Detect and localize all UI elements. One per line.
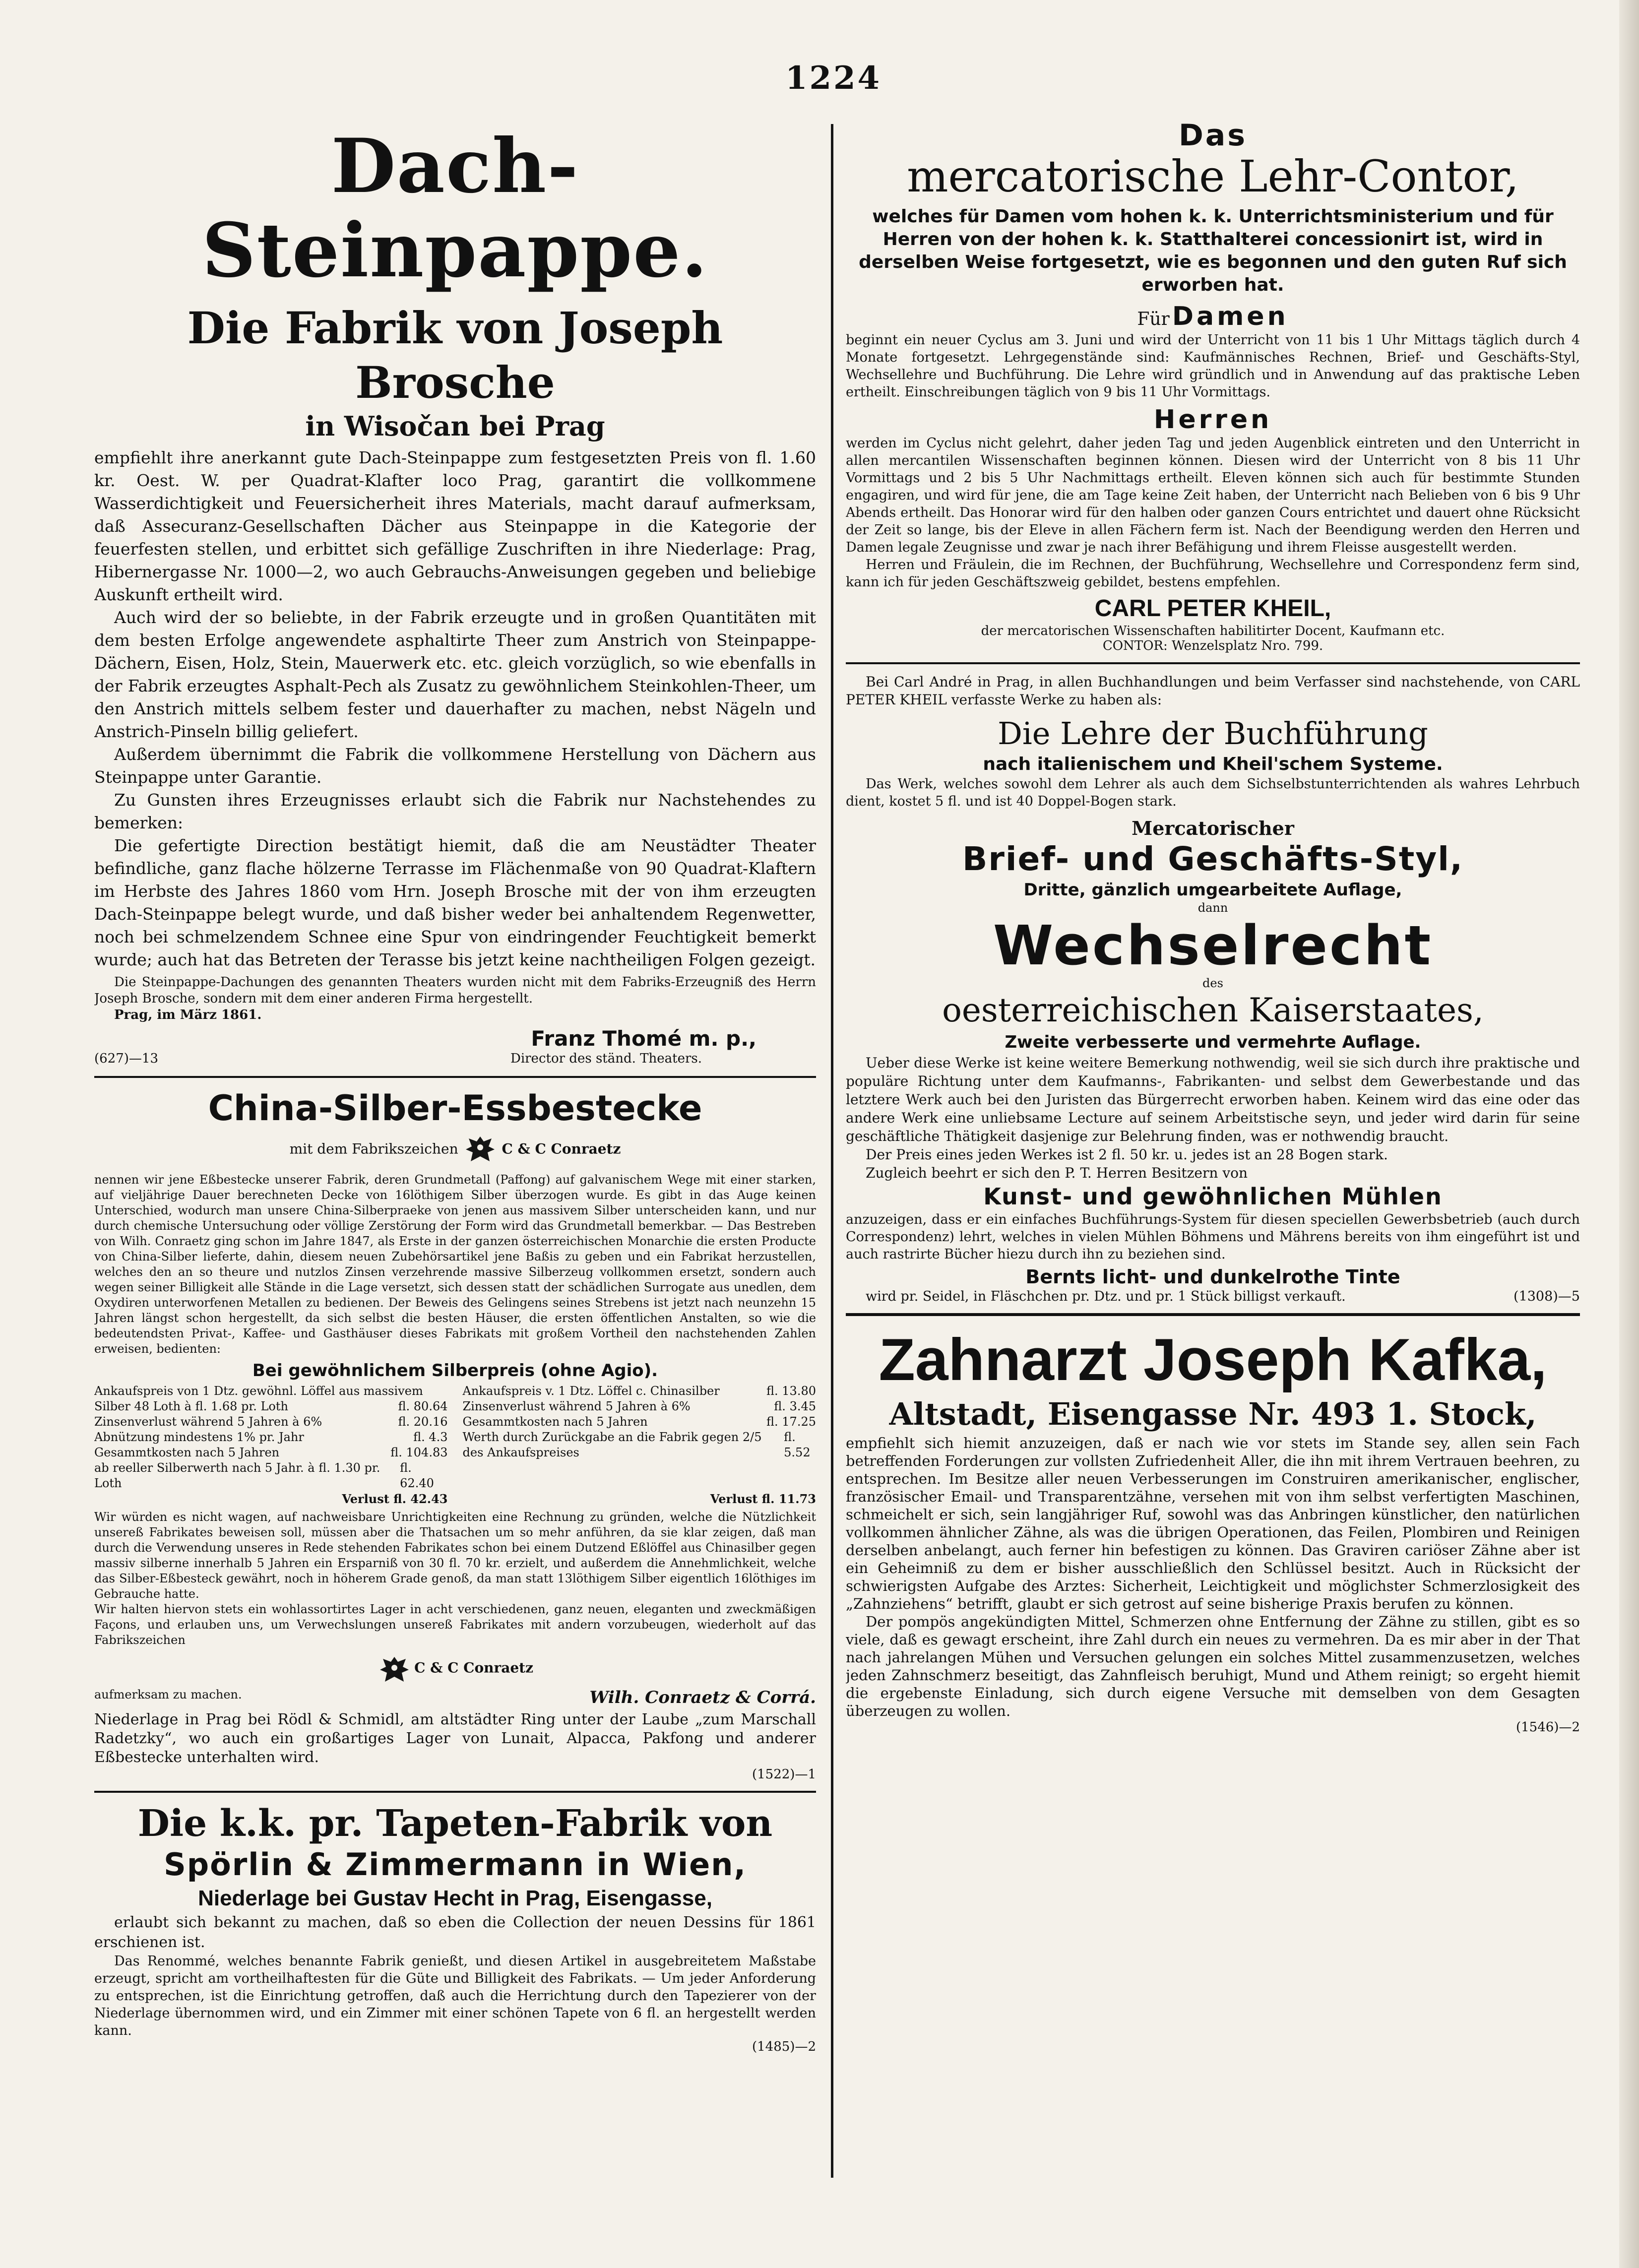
ad-paragraph: Das Werk, welches sowohl dem Lehrer als auch dem Sichselbstunterrichtenden als wahres Lehrbuch dient, kostet 5 fl. und ist 40 Doppel-Bogen stark. (846, 776, 1580, 809)
ad-paragraph: Zugleich beehrt er sich den P. T. Herren Besitzern von (866, 1165, 1248, 1181)
ad-paragraph: Zu Gunsten ihres Erzeugnisses erlaubt sich die Fabrik nur Nachstehendes zu bemerken: (94, 790, 816, 832)
makers: Wilh. Conraetz & Corrá. (589, 1688, 816, 1707)
section-damen: Damen (1172, 302, 1289, 331)
table-row: ab reeller Silberwerth nach 5 Jahr. à fl. 1.30 pr. Loth fl. 62.40 (94, 1461, 434, 1490)
testimonial: Die gefertigte Direction bestätigt hiemit, daß die am Neustädter Theater befindliche, ganz flache hölzerne Terrasse im Flächenmaße von 90 Quadrat-Klaftern im Herbste des Jahres 1860 vom Hrn. Joseph Brosche mit der von ihm erzeugten Dach-Steinpappe belegt wurde, und daß bisher weder bei anhaltendem Regenwetter, noch bei schmelzendem Schnee eine Spur von eindringender Feuchtigkeit bemerkt wurde; auch hat das Betreten der Terasse bis jetzt keine nachtheiligen Folgen gezeigt. (94, 836, 816, 969)
mark-prefix: mit dem Fabrikszeichen (289, 1140, 458, 1157)
ad-paragraph: Wir würden es nicht wagen, auf nachweisbare Unrichtigkeiten eine Rechnung zu gründen, welche die Nützlichkeit unsereß Fabrikates beweisen soll, müssen aber die Thatsachen um so mehr anführen, da sie klar zeigen, daß man durch die Verwendung unseres in Rede stehenden Fabrikates schon bei einem Dutzend Eßlöffel aus Chinasilber gegen massiv silberne innerhalb 5 Jahren ein Ersparniß von 30 fl. 70 kr. erzielt, und außerdem die Annehmlichkeit, welche das Silber-Eßbesteck gewährt, noch in höherem Grade genoß, da man statt 13löthigem Silber eigentlich 16löthiges im Gebrauche hatte. (94, 1510, 816, 1601)
right-column (846, 119, 1580, 2183)
shop-location: Niederlage bei Gustav Hecht in Prag, Eisengasse, (198, 1886, 712, 1910)
book-title: Die Lehre der Buchführung (998, 715, 1428, 752)
signature: Franz Thomé m. p., (531, 1026, 756, 1051)
author-name: CARL PETER KHEIL, (1094, 595, 1331, 622)
ad-paragraph: Ueber diese Werke ist keine weitere Bemerkung nothwendig, weil sie sich durch ihre praktische und populäre Richtung unter dem Kaufmanns-, Fabrikanten- und selbst dem Gewerbestande und das letztere Werk auch bei den Juristen das Bürgerrecht erworben haben. Keinem wird das eine oder das andere Werk eine unliebsame Lecture auf seinem Arbeitstische seyn, und jeder wird darin für seine geschäftliche Thätigkeit dasjenige zur Belehrung finden, was er nothwendig braucht. (846, 1055, 1580, 1144)
ad-date: Prag, im März 1861. (114, 1008, 262, 1022)
ad-paragraph: Der pompös angekündigten Mittel, Schmerzen ohne Entfernung der Zähne zu stillen, gibt es so viele, daß es gewagt erscheint, ihre Zahl durch ein neues zu vermehren. Da es mir aber in der That nach jahrelangen Mühen und Versuchen gelungen ein solches Mittel zusammenzusetzen, welches jeden Zahnschmerz beseitigt, das Zahnfleisch beruhigt, Mund und Athem reinigt; so ergeht hiemit die ergebenste Einladung, sich durch eigene Versuche mit demselben von dem Gesagten überzeugen zu wollen. (846, 1613, 1580, 1719)
ad-paragraph: empfiehlt sich hiemit anzuzeigen, daß er nach wie vor stets im Stande sey, allen sein Fach betreffenden Forderungen zur vollsten Zufriedenheit Aller, die ihn mit ihrem Vertrauen beehren, zu entsprechen. Im Besitze aller neuen Verbesserungen im Construiren amerikanischer, englischer, französischer Email- und Transparentzähne, versehen mit von ihm selbst verfertigten Maschinen, schmeichelt er sich, sein langjähriger Ruf, sowohl was das Anbringen künstlicher, den natürlichen vollkommen ähnlicher Zähne, als was die übrigen Operationen, das Feilen, Plombiren und Reinigen derselben anbelangt, auch ferner hin befestigen zu können. Das Graviren cariöser Zähne aber ist ein Geheimniß zu dem er bisher ausschließlich den Schlüssel besitzt. Auch in Rücksicht der schwierigsten Aufgabe des Arztes: Sicherheit, Leichtigkeit und möglichster Schmerzlosigkeit des „Zahnziehens“ betrifft, glaubt er sich getrost auf seine bisherige Praxis berufen zu können. (846, 1435, 1580, 1612)
table-row: Silber 48 Loth à fl. 1.68 pr. Loth fl. 80.64 (94, 1399, 448, 1413)
table-row: Werth durch Zurückgabe an die Fabrik gegen 2/5 des Ankaufspreises fl. 5.52 (462, 1430, 811, 1459)
ad-ref: (1522)—1 (752, 1767, 816, 1782)
table-column-china (463, 1384, 817, 1507)
book-title: Brief- und Geschäfts-Styl, (962, 840, 1463, 878)
double-eagle-icon (377, 1653, 412, 1688)
ad-tapeten (94, 1802, 816, 2054)
price-line: Der Preis eines jeden Werkes ist 2 fl. 50 kr. u. jedes ist an 28 Bogen stark. (866, 1146, 1388, 1163)
ad-title: Dach-Steinpappe. (202, 123, 708, 294)
ad-title: China-Silber-Essbestecke (208, 1088, 702, 1129)
ad-intro: welches für Damen vom hohen k. k. Unterrichtsministerium und für Herren von der hohen k. k. Statthalterei concessionirt ist, wird in derselben Weise fortgesetzt, wie es begonnen und den guten Ruf sich erworben hat. (859, 206, 1567, 295)
table-row: Ankaufspreis von 1 Dtz. gewöhnl. Löffel aus massivem (94, 1384, 423, 1398)
dentist-address: Altstadt, Eisengasse Nr. 493 1. Stock, (889, 1396, 1537, 1432)
factory-location: in Wisočan bei Prag (305, 410, 605, 442)
brand-name: C & C Conraetz (414, 1659, 534, 1676)
ad-paragraph: Das Renommé, welches benannte Fabrik genießt, und diesen Artikel in ausgebreitetem Maßstabe erzeugt, spricht am vortheilhaftesten für die Güte und Billigkeit des Fabrikats. — Um jeder Anforderung zu entsprechen, ist die Einrichtung getroffen, daß auch die Herrichtung durch den Tapezierer von der Niederlage übernommen wird, und ein Zimmer mit einer schönen Tapete von 6 fl. an hergestellt werden kann. (94, 1953, 816, 2038)
ad-paragraph: anzuzeigen, dass er ein einfaches Buchführungs-System für diesen speciellen Gewerbsbetrieb (auch durch Correspondenz) lehrt, welches in vielen Mühlen Böhmens und Mährens bereits von ihm eingeführt ist und auch rastrirte Bücher hiezu durch ihn zu beziehen sind. (846, 1212, 1580, 1262)
loss-total: Verlust fl. 42.43 (342, 1492, 448, 1506)
fuer-label: Für (1137, 309, 1170, 329)
factory-name: Die Fabrik von Joseph Brosche (187, 302, 723, 408)
ad-title: Die k.k. pr. Tapeten-Fabrik von (137, 1802, 773, 1845)
company-name: Spörlin & Zimmermann in Wien, (164, 1846, 747, 1883)
signature-title: Director des ständ. Theaters. (510, 1051, 702, 1066)
ad-paragraph: Niederlage in Prag bei Rödl & Schmidl, am altstädter Ring unter der Laube „zum Marschall Radetzky“, wo auch ein großartiges Lager von Lunait, Alpacca, Pakfong und anderer Eßbestecke unterhalten wird. (94, 1711, 816, 1766)
ad-ref: (1546)—2 (1516, 1720, 1580, 1735)
ad-paragraph: beginnt ein neuer Cyclus am 3. Juni und wird der Unterricht von 11 bis 1 Uhr Mittags täglich durch 4 Monate fortgesetzt. Lehrgegenstände sind: Kaufmännisches Rechnen, Brief- und Geschäfts-Styl, Wechsellehre und Buchführung. Die Lehre wird gründlich und in Anwendung auf das praktische Leben ertheilt. Einschreibungen täglich von 9 bis 11 Uhr Vormittags. (846, 332, 1580, 400)
tinte-text: wird pr. Seidel, in Fläschchen pr. Dtz. und pr. 1 Stück billigst verkauft. (866, 1289, 1346, 1304)
ad-ref: (1308)—5 (1513, 1289, 1580, 1304)
ad-paragraph: Herren und Fräulein, die im Rechnen, der Buchführung, Wechsellehre und Correspondenz ferm sind, kann ich für jeden Geschäftszweig gebildet, bestens empfehlen. (846, 557, 1580, 590)
ad-zahnarzt (846, 1325, 1580, 1735)
ad-paragraph: nennen wir jene Eßbestecke unserer Fabrik, deren Grundmetall (Paffong) auf galvanischem Wege mit einer starken, auf vieljährige Dauer berechneten Decke von 16löthigem Silber überzogen wurde. Es gibt in das Auge keinen Unterschied, wodurch man unsere China-Silberpraeke von jenen aus massivem Silber unterscheiden kann, und nur durch chemische Untersuchung oder völlige Zerstörung der Form wird das Grundmetall bemerkbar. — Das Bestreben von Wilh. Conraetz ging schon im Jahre 1847, als Erste in der ganzen österreichischen Monarchie die ersten Producte von China-Silber lieferte, dahin, diesem neuen Zubehörsartikel jene Baßis zu geben und ein Fabrikat herzustellen, welches den an so theure und nutzlos Zinsen verzehrende massive Silberzeug vollkommen ersetzt, sondern auch wegen seiner Billigkeit alle Stände in die Lage versetzt, sich dessen statt der schädlichen Surrogate aus unedlen, dem Oxydiren unterworfenen Metallen zu bedienen. Der Beweis des Gelingens seines Strebens ist jetzt nach neunzehn 15 Jahren längst schon hergestellt, da sich selbst die besten Häuser, die ersten öffentlichen Anstalten, so wie die bedeutendsten Privat-, Kaffee- und Gasthäuser dieses Fabrikats mit großem Vortheil den nachstehenden Zahlen erweisen, bedienten: (94, 1173, 816, 1356)
double-eagle-icon (463, 1133, 498, 1167)
page-edge (1619, 0, 1639, 2268)
separator (94, 1791, 816, 1793)
loss-total: Verlust fl. 11.73 (710, 1492, 816, 1506)
table-heading: Bei gewöhnlichem Silberpreis (ohne Agio). (252, 1361, 658, 1381)
ad-paragraph: Wir halten hiervon stets ein wohlassortirtes Lager in acht verschiedenen, ganz neuen, eleganten und zweckmäßigen Façons, und erlauben uns, um Verwechslungen unsereß Fabrikates mit andern vorzubeugen, wiederholt auf das Fabrikszeichen (94, 1602, 816, 1647)
ad-ref: (1485)—2 (752, 2039, 816, 2054)
ad-paragraph: Auch wird der so beliebte, in der Fabrik erzeugte und in großen Quantitäten mit dem besten Erfolge angewendete asphaltirte Theer zum Anstrich von Steinpappe-Dächern, Eisen, Holz, Stein, Mauerwerk etc. etc. gleich vorzüglich, so wie ebenfalls in der Fabrik erzeugtes Asphalt-Pech als Zusatz zu gewöhnlichem Steinkohlen-Theer, um den Anstrich mittels selbem fester und dauerhafter zu machen, nebst Nägeln und Anstrich-Pinseln billig geliefert. (94, 608, 816, 741)
column-divider (831, 124, 833, 2178)
ad-dach-steinpappe (94, 124, 816, 1067)
ad-ref: (627)—13 (94, 1051, 158, 1066)
footnote: Die Steinpappe-Dachungen des genannten Theaters wurden nicht mit dem Fabriks-Erzeugniß des Herrn Joseph Brosche, sondern mit dem einer anderen Firma hergestellt. (94, 975, 816, 1006)
tinte-heading: Bernts licht- und dunkelrothe Tinte (1025, 1266, 1400, 1288)
ad-paragraph: empfiehlt ihre anerkannt gute Dach-Steinpappe zum festgesetzten Preis von fl. 1.60 kr. Oest. W. per Quadrat-Klafter loco Prag, garantirt die vollkommene Wasserdichtigkeit und Feuersicherheit ihres Materials, macht darauf aufmerksam, daß Assecuranz-Gesellschaften Dächer aus Steinpappe in die Kategorie der feuerfesten stellen, und erbittet sich gefällige Zuschriften in ihre Niederlage: Prag, Hibernergasse Nr. 1000—2, wo auch Gebrauchs-Anweisungen gegeben und beliebige Auskunft ertheilt wird. (94, 448, 816, 604)
author-title: der mercatorischen Wissenschaften habilitirter Docent, Kaufmann etc. (981, 624, 1445, 638)
book-edition: Zweite verbesserte und vermehrte Auflage. (1005, 1032, 1421, 1052)
price-comparison-table (94, 1384, 816, 1507)
book-title: Wechselrecht (993, 914, 1433, 977)
ad-title: mercatorische Lehr-Contor, (907, 151, 1519, 202)
connector-word: dann (1198, 901, 1228, 915)
ad-paragraph: werden im Cyclus nicht gelehrt, daher jeden Tag und jeden Augenblick eintreten und den Unterricht in allen mercantilen Wissenschaften beginnen können. Diesen wird der Unterricht von 8 bis 11 Uhr Vormittags und 2 bis 5 Uhr Nachmittags ertheilt. Eleven können sich auch für bestimmte Stunden engagiren, und wird für jene, die am Tage keine Zeit haben, der Unterricht nach Belieben von 6 bis 9 Uhr Abends ertheilt. Das Honorar wird für den halben oder ganzen Cours entrichtet und dauert ohne Rücksicht der Zeit so lange, bis der Eleve in allen Fächern ferm ist. Nach der Beendigung werden den Herren und Damen legale Zeugnisse und zwar je nach ihrer Befähigung und ihrem Fleisse ausgestellt werden. (846, 436, 1580, 555)
table-row: Gesammtkosten nach 5 Jahren fl. 17.25 (462, 1415, 816, 1429)
table-row: Abnützung mindestens 1% pr. Jahr fl. 4.3 (94, 1430, 448, 1444)
separator (846, 662, 1580, 664)
ad-title: Zahnarzt Joseph Kafka, (879, 1326, 1547, 1393)
table-row: Zinsenverlust während 5 Jahren à 6% fl. 20.16 (94, 1415, 448, 1429)
book-subtitle: oesterreichischen Kaiserstaates, (942, 991, 1484, 1029)
book-subtitle: nach italienischem und Kheil'schem Systeme. (983, 754, 1443, 774)
separator (846, 1313, 1580, 1316)
book-pretitle: Mercatorischer (1132, 817, 1294, 839)
attention-note: aufmerksam zu machen. (94, 1688, 242, 1701)
ad-china-silber (94, 1087, 816, 1782)
ad-paragraph: erlaubt sich bekannt zu machen, daß so eben die Collection der neuen Dessins für 1861 erschienen ist. (94, 1914, 816, 1951)
book-subtitle: Dritte, gänzlich umgearbeitete Auflage, (1023, 880, 1402, 900)
section-herren: Herren (1153, 405, 1272, 435)
table-row: Ankaufspreis v. 1 Dtz. Löffel c. Chinasilber fl. 13.80 (462, 1384, 816, 1398)
table-row: Gesammtkosten nach 5 Jahren fl. 104.83 (94, 1446, 448, 1459)
page-number: 1224 (785, 60, 882, 97)
contor-address: CONTOR: Wenzelsplatz Nro. 799. (1102, 638, 1324, 653)
ad-intro: Bei Carl André in Prag, in allen Buchhandlungen und beim Verfasser sind nachstehende, von CARL PETER KHEIL verfasste Werke zu haben als: (846, 674, 1580, 708)
separator (94, 1076, 816, 1078)
ad-books (846, 673, 1580, 1304)
table-row: Zinsenverlust während 5 Jahren à 6% fl. 3.45 (462, 1399, 816, 1413)
ad-das: Das (1178, 119, 1247, 153)
ad-lehr-contor (846, 119, 1580, 653)
ad-paragraph: Außerdem übernimmt die Fabrik die vollkommene Herstellung von Dächern aus Steinpappe unter Garantie. (94, 745, 816, 787)
table-column-silver (94, 1384, 448, 1507)
left-column (94, 119, 816, 2183)
connector-word: des (1202, 976, 1223, 990)
brand-name: C & C Conraetz (502, 1140, 621, 1157)
muehlen-heading: Kunst- und gewöhnlichen Mühlen (983, 1183, 1443, 1210)
